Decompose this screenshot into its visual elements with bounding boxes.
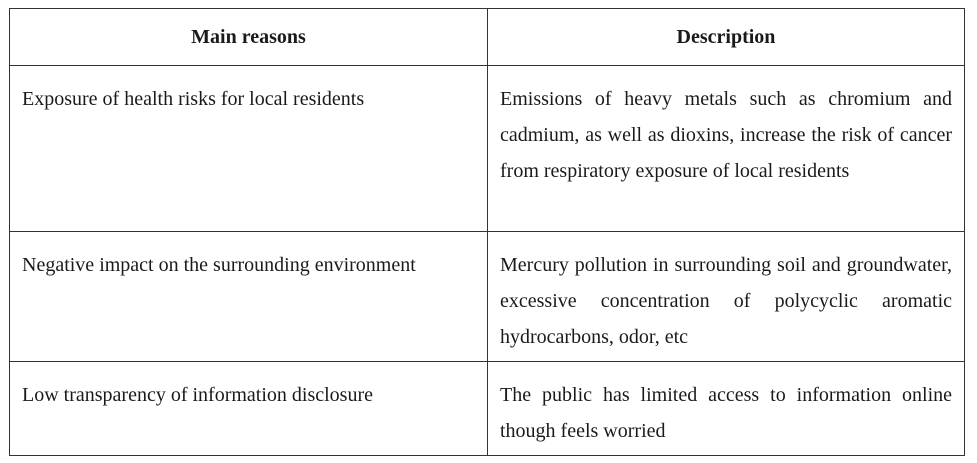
reasons-table <box>9 8 965 456</box>
table-row <box>10 362 965 456</box>
description-cell: Emissions of heavy metals such as chromium and cadmium, as well as dioxins, increase the risk of cancer from respiratory exposure of local residents <box>488 66 965 232</box>
header-description: Description <box>488 9 965 66</box>
reason-cell: Negative impact on the surrounding environment <box>10 232 488 362</box>
header-row <box>10 9 965 66</box>
description-cell: The public has limited access to information online though feels worried <box>488 362 965 456</box>
reason-cell: Low transparency of information disclosure <box>10 362 488 456</box>
description-cell: Mercury pollution in surrounding soil and groundwater, excessive concentration of polycyclic aromatic hydrocarbons, odor, etc <box>488 232 965 362</box>
header-main-reasons: Main reasons <box>10 9 488 66</box>
table-row <box>10 232 965 362</box>
table-row <box>10 66 965 232</box>
reason-cell: Exposure of health risks for local residents <box>10 66 488 232</box>
